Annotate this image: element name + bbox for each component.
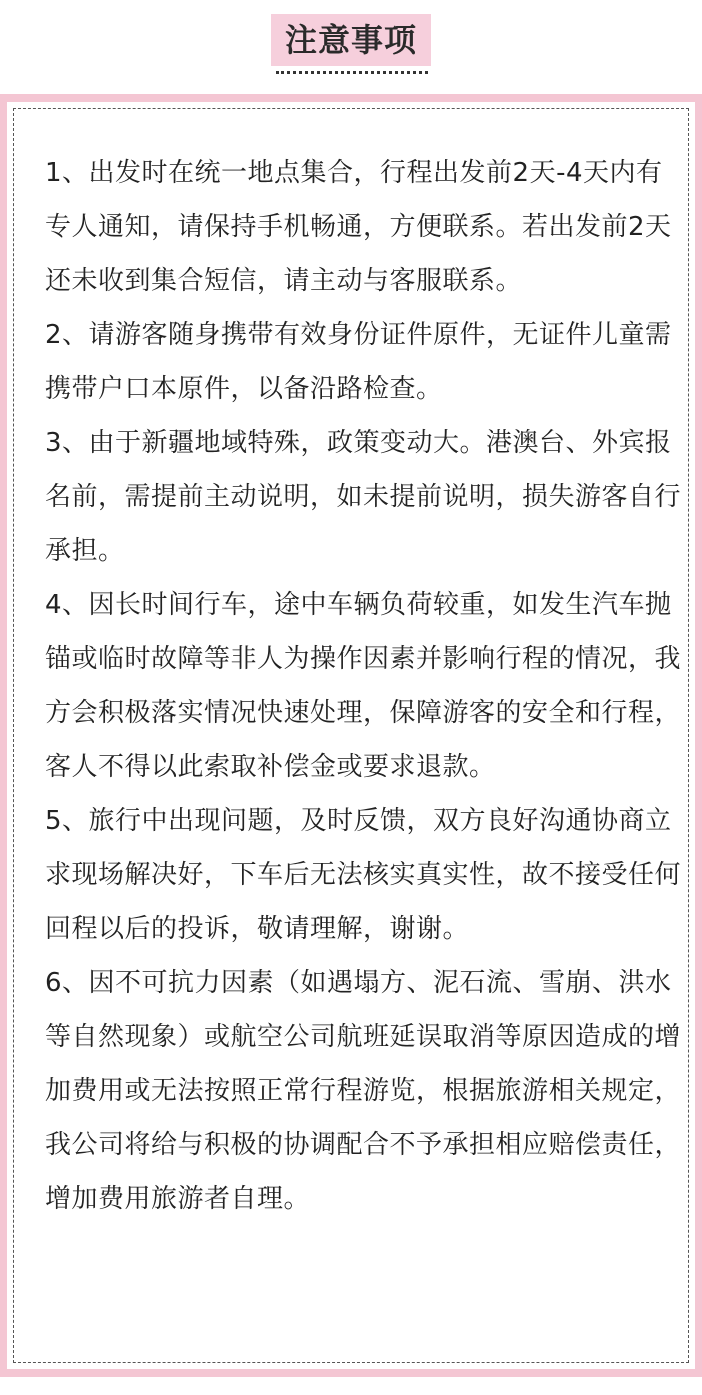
note-item-6: 6、因不可抗力因素（如遇塌方、泥石流、雪崩、洪水等自然现象）或航空公司航班延误取消等原因造成的增加费用或无法按照正常行程游览，根据旅游相关规定，我公司将给与积极的协调配合不予承担相应赔偿责任，增加费用旅游者自理。	[45, 968, 682, 1214]
dashed-border	[13, 108, 689, 1363]
page-title: 注意事项	[271, 14, 431, 66]
note-item-2: 2、请游客随身携带有效身份证件原件，无证件儿童需携带户口本原件，以备沿路检查。	[45, 320, 672, 404]
title-dotted-underline	[276, 71, 428, 74]
note-item-1: 1、出发时在统一地点集合，行程出发前2天-4天内有专人通知，请保持手机畅通，方便联系。若出发前2天还未收到集合短信，请主动与客服联系。	[45, 158, 672, 296]
notes-list	[45, 146, 685, 1226]
note-item-5: 5、旅行中出现问题，及时反馈，双方良好沟通协商立求现场解决好，下车后无法核实真实性，故不接受任何回程以后的投诉，敬请理解，谢谢。	[45, 806, 682, 944]
note-item-3: 3、由于新疆地域特殊，政策变动大。港澳台、外宾报名前，需提前主动说明，如未提前说明，损失游客自行承担。	[45, 428, 682, 566]
note-item-4: 4、因长时间行车，途中车辆负荷较重，如发生汽车抛锚或临时故障等非人为操作因素并影响行程的情况，我方会积极落实情况快速处理，保障游客的安全和行程，客人不得以此索取补偿金或要求退款。	[45, 590, 682, 782]
notes-frame	[0, 94, 702, 1377]
notes-panel	[7, 102, 695, 1369]
title-area	[0, 14, 702, 66]
